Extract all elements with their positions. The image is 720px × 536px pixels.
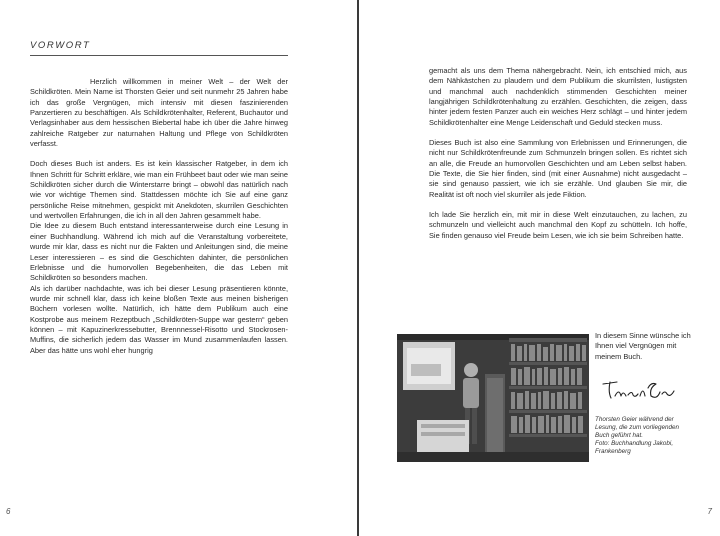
paragraph: Herzlich willkommen in meiner Welt – der Welt der Schildkröten. Mein Name ist Thorsten Geier und seit nunmehr 25 Jahren habe ich das große Vergnügen, mich intensiv mit diesen faszinierenden Panzertieren zu beschäftigen. Als Schildkrötenhalter, Referent, Buchautor und Verlagsinhaber aus dem hessischen Biebertal habe ich über die Jahre hinweg zahlreiche Ratgeber zur naturnahen Haltung und Pflege von Schildkröten verfasst. <box>30 77 288 149</box>
section-heading: VORWORT <box>30 40 288 56</box>
paragraph: Doch dieses Buch ist anders. Es ist kein klassischer Ratgeber, in dem ich Ihnen Schritt für Schritt erkläre, wie man ein Frühbeet baut oder wie man seine Schildkröten sicher durch die Winterstarre bringt – obwohl das natürlich nach wie vor wichtige Themen sind. Stattdessen möchte ich Sie auf eine ganz persönliche Reise mitnehmen, gespickt mit Anekdoten, skurrilen Geschichten und wertvollen Erfahrungen, die ich in all den Jahren gesammelt habe. <box>30 159 288 221</box>
paragraph: Dieses Buch ist also eine Sammlung von Erlebnissen und Erinnerungen, die nicht nur Schildkrötenfreunde zum Schmunzeln bringen sollen. Es richtet sich an alle, die Freude an humorvollen Geschichten und am Leben selbst haben. Die Texte, die Sie hier finden, sind (mit einer Ausnahme) nicht ausgedacht – sie sind genauso passiert, wie ich sie erzähle. Und glauben Sie mir, die Realität ist oft noch viel skurriler als jede Fiktion. <box>429 138 687 199</box>
right-page <box>359 0 720 536</box>
closing-text: In diesem Sinne wünsche ich Ihnen viel Vergnügen mit meinem Buch. <box>595 331 691 361</box>
caption-text: Thorsten Geier während der Lesung, die zum vorliegenden Buch geführt hat. <box>595 416 680 439</box>
paragraph: Die Idee zu diesem Buch entstand interessanterweise durch eine Lesung in einer Buchhandlung. Während ich mich auf die Veranstaltung vorbereitete, wurde mir klar, dass es nicht nur die Fakten und Anleitungen sind, die meine Leser interessieren – es sind die Geschichten dahinter, die persönlichen Erlebnisse und die humorvollen Begebenheiten, die das Leben mit Schildkröten so besonders machen. <box>30 221 288 283</box>
left-page <box>0 0 357 536</box>
paragraph: Ich lade Sie herzlich ein, mit mir in diese Welt einzutauchen, zu lachen, zu schmunzeln und vielleicht auch manchmal den Kopf zu schütteln. Ich hoffe, Sie finden genauso viel Freude beim Lesen, wie ich sie beim Schreiben hatte. <box>429 210 687 240</box>
left-text-column <box>30 77 288 356</box>
right-text-column <box>429 66 687 241</box>
photo-caption <box>595 416 687 456</box>
photo-credit: Foto: Buchhandlung Jakobi, Frankenberg <box>595 440 674 455</box>
paragraph: Als ich darüber nachdachte, was ich bei dieser Lesung präsentieren könnte, wurde mir schnell klar, dass ich keine bloßen Texte aus meinen bisherigen Büchern vorlesen wollte. Natürlich, ich hätte dem Publikum auch eine Kostprobe aus meinem Rezeptbuch „Schildkröten-Suppe war gestern“ geben können – mit Kapuzinerkressebutter, Brennnessel-Risotto und Stockrosen-Muffins, die sicherlich jedem das Wasser im Mund zusammenlaufen lassen. Aber das hätte uns wohl eher hungrig <box>30 283 288 355</box>
paragraph: gemacht als uns dem Thema nähergebracht. Nein, ich entschied mich, aus dem Nähkästchen zu plaudern und dem Publikum die skurrilsten, lustigsten und manchmal auch nachdenklich stimmenden Geschichten meiner langjährigen Schildkrötenhaltung zu erzählen. Geschichten, die zeigen, dass hinter jedem festen Panzer auch ein weiches Herz schlägt – und hinter jedem Schildkrötenhalter eine Menge Leidenschaft und Geduld stecken muss. <box>429 66 687 127</box>
author-signature <box>599 376 679 404</box>
page-number-left: 6 <box>6 507 11 516</box>
page-number-right: 7 <box>707 507 712 516</box>
signature-drawing <box>599 376 679 404</box>
bookstore-photo-illustration <box>397 334 589 462</box>
reading-photo <box>397 334 589 462</box>
